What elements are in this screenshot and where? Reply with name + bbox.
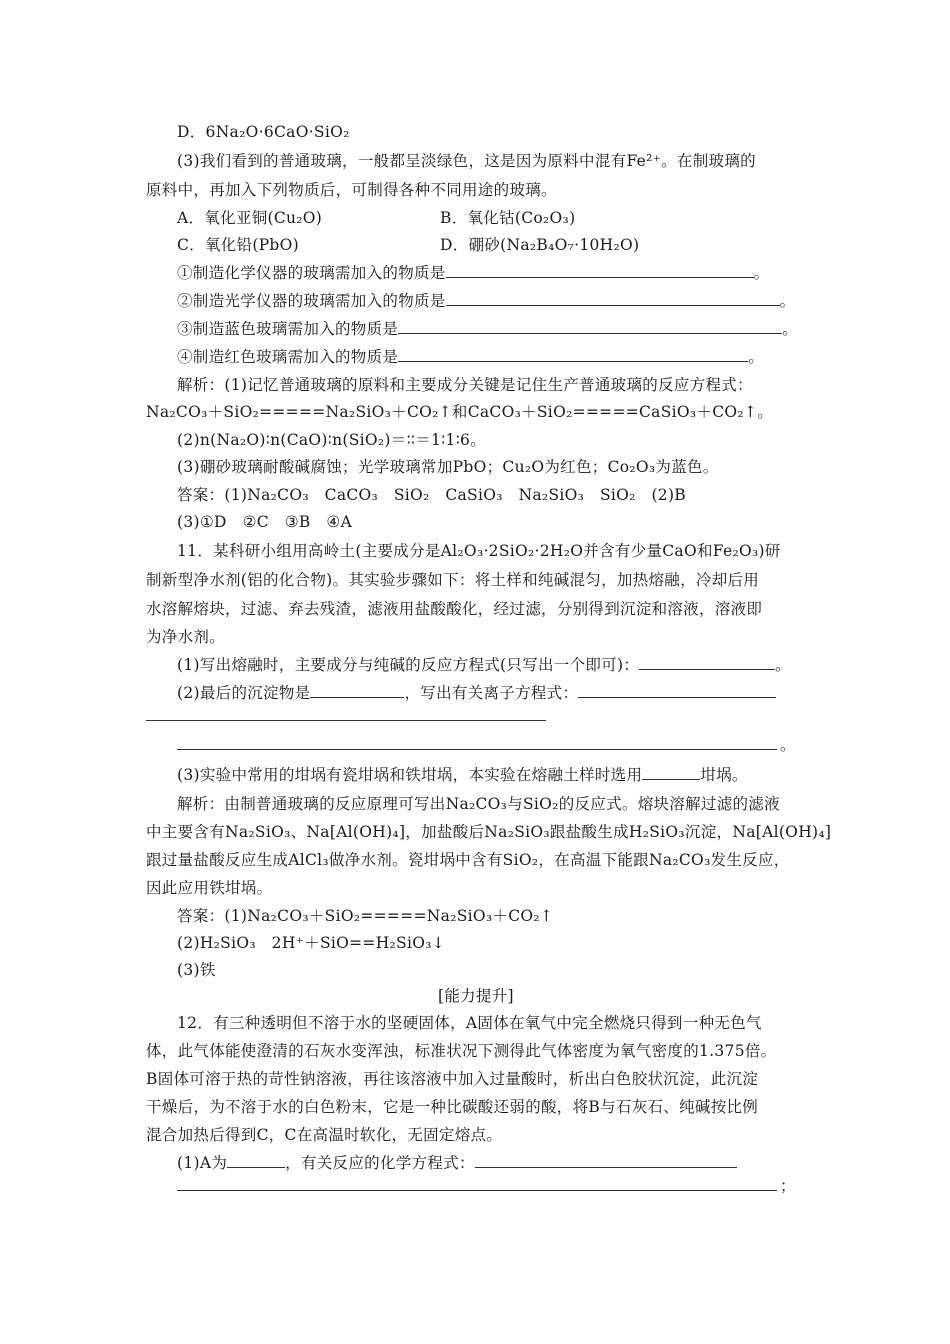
answer-blank[interactable] [642,765,700,780]
answer-11-line-3: (3)铁 [177,961,216,979]
question-11-line-4: 为净水剂。 [146,628,226,646]
fill-item-3-text: ③制造蓝色玻璃需加入的物质是 [177,320,399,338]
fill-item-2 [177,291,795,311]
question-11-line-2: 制新型净水剂(铝的化合物)。其实验步骤如下：将土样和纯碱混匀，加热熔融，冷却后用 [146,571,760,589]
option-d: D．硼砂(Na₂B₄O₇·10H₂O) [440,236,640,254]
answer-blank[interactable] [639,655,775,670]
period: 。 [748,348,765,366]
question-3-line-1: (3)我们看到的普通玻璃，一般都呈淡绿色，这是因为原料中混有Fe²⁺。在制玻璃的 [177,152,756,170]
sub-question-1 [177,655,791,675]
question-3-line-2: 原料中，再加入下列物质后，可制得各种不同用途的玻璃。 [146,181,557,199]
answer-line[interactable] [146,720,546,721]
option-c: C．氧化铅(PbO) [177,236,300,254]
option-a: A．氧化亚铜(Cu₂O) [177,209,323,227]
sub-question-12-1-text-b: ，有关反应的化学方程式： [285,1154,475,1172]
answer-blank[interactable] [446,263,754,278]
sub-question-3 [177,765,748,785]
fill-item-4-text: ④制造红色玻璃需加入的物质是 [177,348,399,366]
answer-blank[interactable] [227,1153,285,1168]
analysis-line-4: (3)硼砂玻璃耐酸碱腐蚀；光学玻璃常加PbO；Cu₂O为红色；Co₂O₃为蓝色。 [177,458,719,476]
analysis-11-line-2: 中主要含有Na₂SiO₃、Na[Al(OH)₄]，加盐酸后Na₂SiO₃跟盐酸生成H₂SiO₃沉淀，Na[Al(OH)₄] [146,823,832,841]
answer-line[interactable] [177,749,777,750]
sub-question-2 [177,683,776,703]
question-11-line-1: 11．某科研小组用高岭土(主要成分是Al₂O₃·2SiO₂·2H₂O并含有少量CaO和Fe₂O₃)研 [177,542,781,560]
period: 。 [780,736,796,754]
option-d-line: D．6Na₂O·6CaO·SiO₂ [177,123,350,141]
answer-blank[interactable] [578,683,776,698]
fill-item-2-text: ②制造光学仪器的玻璃需加入的物质是 [177,292,446,310]
analysis-11-line-1: 解析：由制普通玻璃的反应原理可写出Na₂CO₃与SiO₂的反应式。熔块溶解过滤的滤液 [177,795,780,813]
answer-blank[interactable] [398,319,782,334]
fill-item-1 [177,263,769,283]
period: 。 [775,656,791,674]
sub-question-3-text-b: 坩埚。 [700,766,748,784]
sub-question-1-text: (1)写出熔融时，主要成分与纯碱的反应方程式(只写出一个即可)： [177,656,640,674]
period: 。 [782,320,799,338]
question-12-line-1: 12．有三种透明但不溶于水的坚硬固体，A固体在氧气中完全燃烧只得到一种无色气 [177,1014,762,1032]
period: 。 [753,264,770,282]
question-12-line-3: B固体可溶于热的苛性钠溶液，再往该溶液中加入过量酸时，析出白色胶状沉淀，此沉淀 [146,1070,759,1088]
fill-item-1-text: ①制造化学仪器的玻璃需加入的物质是 [177,264,446,282]
sub-question-12-1 [177,1153,737,1173]
sub-question-2-text-b: ，写出有关离子方程式： [404,684,579,702]
section-heading: [能力提升] [438,987,514,1005]
question-12-line-4: 干燥后，为不溶于水的白色粉末，它是一种比碳酸还弱的酸，将B与石灰石、纯碱按比例 [146,1098,759,1116]
analysis-line-2: Na₂CO₃＋SiO₂=====Na₂SiO₃＋CO₂↑和CaCO₃＋SiO₂=====CaSiO₃＋CO₂↑。 [146,403,773,421]
answer-line-2: (3)①D ②C ③B ④A [177,513,353,531]
analysis-11-line-4: 因此应用铁坩埚。 [146,879,273,897]
answer-line[interactable] [177,1190,777,1191]
answer-line-1: 答案：(1)Na₂CO₃ CaCO₃ SiO₂ CaSiO₃ Na₂SiO₃ SiO₂ (2)B [177,486,686,504]
semicolon: ； [780,1177,796,1195]
question-12-line-5: 混合加热后得到C，C在高温时软化，无固定熔点。 [146,1126,503,1144]
answer-11-line-2: (2)H₂SiO₃ 2H⁺＋SiO==H₂SiO₃↓ [177,934,446,952]
fill-item-3 [177,319,798,339]
question-11-line-3: 水溶解熔块，过滤、弃去残渣，滤液用盐酸酸化，经过滤，分别得到沉淀和溶液，溶液即 [146,600,763,618]
answer-blank[interactable] [446,291,780,306]
sub-question-2-text: (2)最后的沉淀物是 [177,684,311,702]
period: 。 [779,292,796,310]
answer-blank[interactable] [398,347,748,362]
option-b: B．氧化钴(Co₂O₃) [440,209,576,227]
analysis-11-line-3: 跟过量盐酸反应生成AlCl₃做净水剂。瓷坩埚中含有SiO₂，在高温下能跟Na₂CO₃发生反应， [146,851,790,869]
fill-item-4 [177,347,764,367]
answer-11-line-1: 答案：(1)Na₂CO₃＋SiO₂=====Na₂SiO₃＋CO₂↑ [177,907,554,925]
answer-blank[interactable] [310,683,404,698]
sub-question-3-text: (3)实验中常用的坩埚有瓷坩埚和铁坩埚，本实验在熔融土样时选用 [177,766,643,784]
analysis-line-3: (2)n(Na₂O)∶n(CaO)∶n(SiO₂)＝∶∶＝1∶1∶6。 [177,431,487,449]
analysis-line-1: 解析：(1)记忆普通玻璃的原料和主要成分关键是记住生产普通玻璃的反应方程式： [177,376,753,394]
answer-blank[interactable] [475,1153,737,1168]
question-12-line-2: 体，此气体能使澄清的石灰水变浑浊，标准状况下测得此气体密度为氧气密度的1.375倍。 [146,1042,777,1060]
sub-question-12-1-text: (1)A为 [177,1154,228,1172]
